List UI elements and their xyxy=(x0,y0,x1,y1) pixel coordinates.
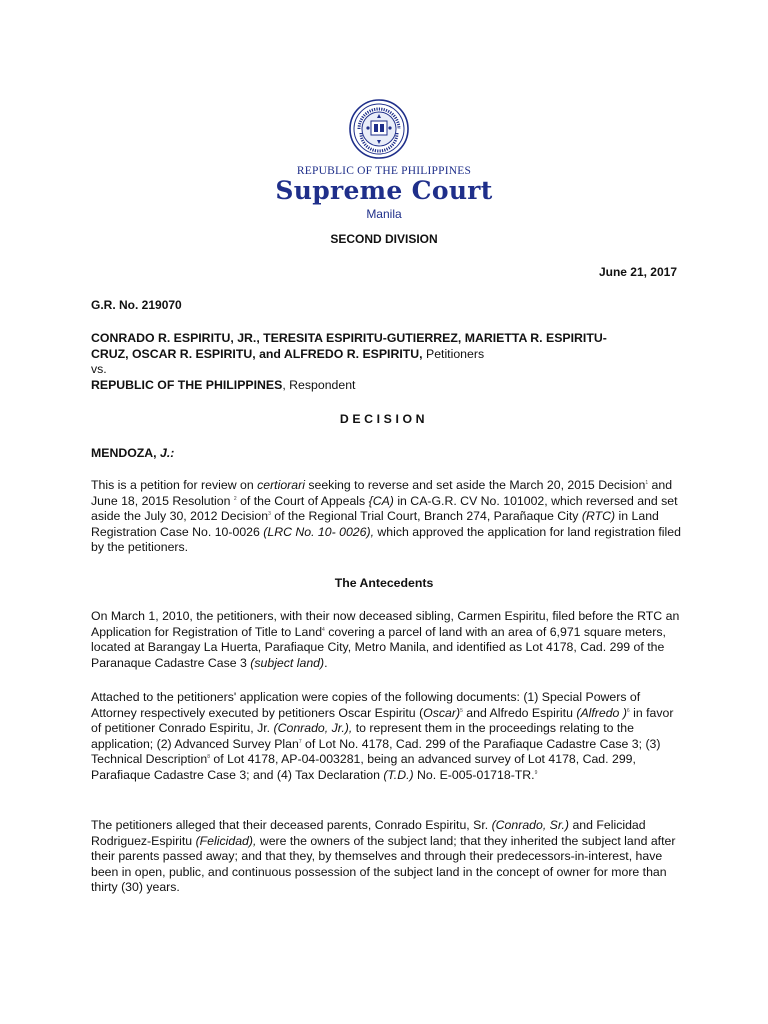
footnote-ref[interactable]: 8 xyxy=(207,754,210,761)
footnote-ref[interactable]: 9 xyxy=(534,769,538,776)
text-segment: covering a parcel of land with an area of 6,971 square meters, located at Barangay La Huerta, Parafiaque City, Metro Manila, and identified as Lot 4178, Cad. 299 of the Paranaque Cadastre Case 3 xyxy=(91,624,666,670)
case-parties xyxy=(91,331,681,393)
paragraph-attachments xyxy=(91,690,681,784)
ponente xyxy=(91,446,174,462)
text-italic: (Conrado, Sr.) xyxy=(491,818,570,832)
text-italic: (T.D.) xyxy=(383,767,414,782)
text-italic: Oscar) xyxy=(423,705,461,720)
text-segment: and Alfredo Espiritu xyxy=(462,705,577,720)
text-segment: . xyxy=(324,655,328,670)
header-city: Manila xyxy=(366,207,402,221)
petitioners-names-line1: CONRADO R. ESPIRITU, JR., TERESITA ESPIRITU-GUTIERREZ, MARIETTA R. ESPIRITU- xyxy=(91,331,607,345)
footnote-ref[interactable]: 1 xyxy=(645,479,649,486)
text-segment: of the Court of Appeals xyxy=(236,493,369,508)
respondent-label: , Respondent xyxy=(282,377,356,392)
paragraph-application xyxy=(91,609,681,671)
header-court-name: Supreme Court xyxy=(275,176,493,205)
footnote-ref[interactable]: 6 xyxy=(626,707,630,714)
text-segment: of Lot No. 4178, Cad. 299 of the Parafiaque Cadastre Case 3; (3) Technical Description xyxy=(91,736,661,767)
text-segment: were the owners of the subject land; that they inherited the subject land after their parents passed away; and that they, by themselves and through their predecessors-in-interest, have been in open, public, and continuous possession of the subject land in the concept of owner for more than thirty (30) years. xyxy=(91,833,676,895)
footnote-ref[interactable]: 4 xyxy=(322,626,325,633)
text-segment: Attached to the petitioners' application were copies of the following documents: (1) Special Powers of Attorney respectively executed by petitioners Oscar Espiritu ( xyxy=(91,690,641,720)
text-italic: {CA) xyxy=(368,493,394,508)
text-segment: in CA-G.R. CV No. 101002, which reversed and set aside the July 30, 2012 Decision xyxy=(91,493,678,524)
text-segment: The petitioners alleged that their deceased parents, Conrado Espiritu, Sr. xyxy=(91,818,492,832)
text-italic: (RTC) xyxy=(581,509,616,524)
text-segment: On March 1, 2010, the petitioners, with their now deceased sibling, Carmen Espiritu, filed before the RTC an Application for Registration of Title to Land xyxy=(91,609,680,639)
respondent-name: REPUBLIC OF THE PHILIPPINES xyxy=(91,377,283,392)
text-segment: seeking to reverse and set aside the March 20, 2015 Decision xyxy=(304,478,646,492)
text-italic: (Conrado, Jr.), xyxy=(273,721,353,736)
text-italic: (Felicidad), xyxy=(195,833,257,848)
ponente-title: J.: xyxy=(156,446,175,460)
supreme-court-seal-icon xyxy=(349,99,409,159)
decision-date: June 21, 2017 xyxy=(598,265,677,279)
versus-text: vs. xyxy=(91,362,107,377)
text-segment: in favor of petitioner Conrado Espiritu, Jr. xyxy=(91,705,674,736)
paragraph-petition-summary xyxy=(91,478,681,556)
text-italic: (subject land) xyxy=(250,655,325,670)
text-segment: and Felicidad Rodriguez-Espiritu xyxy=(91,818,646,848)
text-segment: This is a petition for review on xyxy=(91,478,258,492)
footnote-ref[interactable]: 2 xyxy=(233,495,237,502)
text-italic: certiorari xyxy=(257,478,305,492)
petitioners-names-line2: CRUZ, OSCAR R. ESPIRITU, and ALFREDO R. ESPIRITU, xyxy=(91,346,423,361)
header-republic: REPUBLIC OF THE PHILIPPINES xyxy=(296,165,472,177)
division-heading: SECOND DIVISION xyxy=(330,232,438,246)
text-segment: which approved the application for land registration filed by the petitioners. xyxy=(91,524,681,555)
text-segment: in Land Registration Case No. 10-0026 xyxy=(91,509,659,539)
text-segment: of Lot 4178, AP-04-003281, being an advanced survey of Lot 4178, Cad. 299, Parafiaque Cadastre Case 3; and (4) Tax Declaration xyxy=(91,752,636,782)
footnote-ref[interactable]: 3 xyxy=(268,511,271,518)
text-segment: of the Regional Trial Court, Branch 274, Parañaque City xyxy=(270,509,582,524)
petitioners-label: Petitioners xyxy=(422,346,485,361)
text-segment: and June 18, 2015 Resolution xyxy=(91,478,673,508)
case-number: G.R. No. 219070 xyxy=(91,298,182,312)
decision-title: DECISION xyxy=(339,412,429,426)
text-italic: (Alfredo ) xyxy=(576,705,627,720)
section-heading-antecedents: The Antecedents xyxy=(334,576,434,590)
text-segment: to represent them in the proceedings relating to the application; (2) Advanced Survey Plan xyxy=(91,721,634,751)
text-segment: No. E-005-01718-TR. xyxy=(413,767,535,782)
footnote-ref[interactable]: 7 xyxy=(298,738,302,745)
paragraph-allegations xyxy=(91,818,681,896)
ponente-name: MENDOZA, xyxy=(91,446,157,460)
text-italic: (LRC No. 10- 0026), xyxy=(263,524,374,539)
footnote-ref[interactable]: 5 xyxy=(460,707,463,714)
